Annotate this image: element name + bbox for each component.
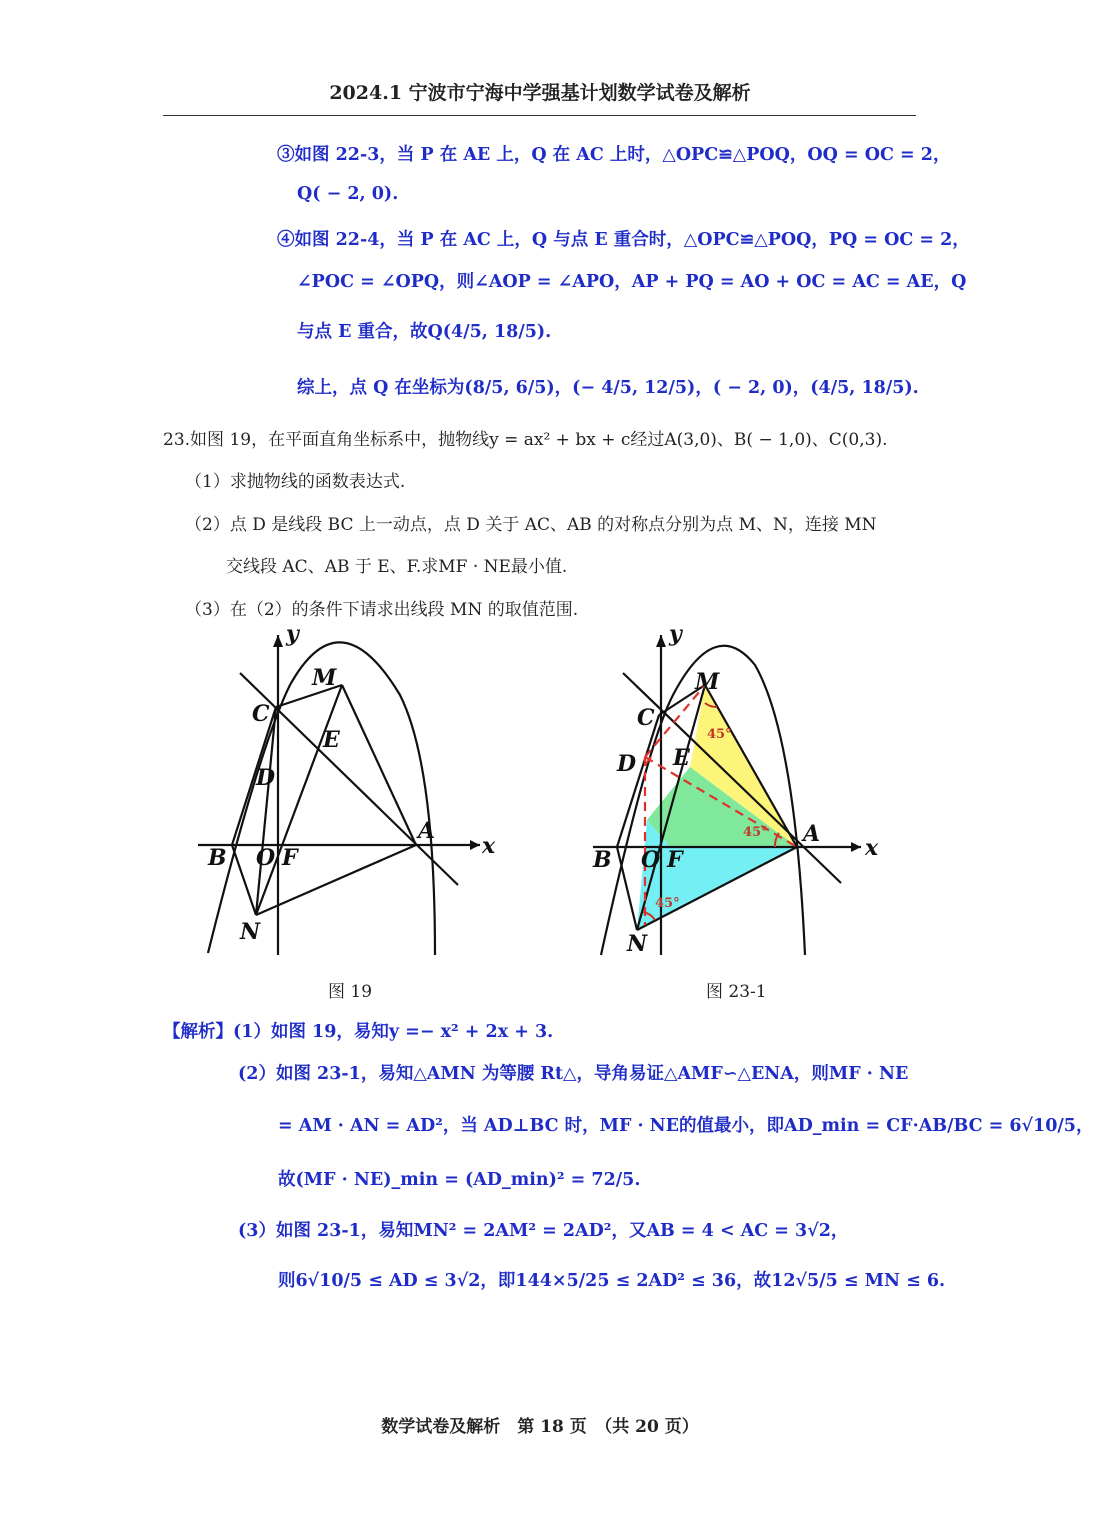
header-rule	[163, 115, 916, 116]
segment-na	[256, 845, 416, 915]
label-x: x	[482, 833, 496, 859]
segment-ma	[342, 685, 416, 845]
label-e: E	[673, 745, 690, 771]
page-header-title: 2024.1 宁波市宁海中学强基计划数学试卷及解析	[329, 82, 751, 104]
analysis-part2-line1: (2）如图 23-1，易知△AMN 为等腰 Rt△，导角易证△AMF∽△ENA，则MF · NE	[238, 1064, 909, 1084]
angle-a-45: 45°	[743, 825, 768, 840]
figure-19	[190, 621, 496, 965]
label-y: y	[669, 621, 682, 647]
segment-bn	[232, 845, 256, 915]
label-f: F	[667, 847, 683, 873]
analysis-part3-line1: (3）如图 23-1，易知MN² = 2AM² = 2AD²，又AB = 4 < AC = 3√2，	[238, 1221, 849, 1241]
problem-23-part2-line1: （2）点 D 是线段 BC 上一动点，点 D 关于 AC、AB 的对称点分别为点 M、N，连接 MN	[185, 515, 877, 535]
label-m: M	[695, 669, 720, 695]
analysis-part2-line2: = AM · AN = AD²，当 AD⊥BC 时，MF · NE的值最小，即AD_min = CF·AB/BC = 6√10/5，	[278, 1116, 1093, 1136]
label-n: N	[240, 919, 261, 945]
figure-19-caption: 图 19	[328, 982, 373, 1002]
case4-line3: 与点 E 重合，故Q(4/5, 18/5).	[297, 322, 552, 342]
problem-23-part1: （1）求抛物线的函数表达式.	[185, 472, 406, 492]
label-f: F	[282, 845, 298, 871]
label-o: O	[641, 847, 661, 873]
figure-23-1	[585, 621, 885, 965]
label-a: A	[803, 821, 821, 847]
page-footer: 数学试卷及解析 第 18 页 （共 20 页）	[381, 1417, 699, 1437]
label-a: A	[418, 818, 436, 844]
label-d: D	[256, 765, 276, 791]
label-c: C	[252, 701, 270, 727]
analysis-part1: 【解析】(1）如图 19，易知y =− x² + 2x + 3.	[163, 1022, 554, 1042]
problem-23-stem: 23.如图 19，在平面直角坐标系中，抛物线y = ax² + bx + c经过A(3,0)、B( − 1,0)、C(0,3).	[163, 430, 888, 450]
problem-23-part3: （3）在（2）的条件下请求出线段 MN 的取值范围.	[185, 600, 579, 620]
label-y: y	[286, 621, 299, 647]
label-b: B	[593, 847, 612, 873]
angle-m-45: 45°	[707, 727, 732, 742]
solution-summary: 综上，点 Q 在坐标为(8/5, 6/5)，(− 4/5, 12/5)，( − 2, 0)，(4/5, 18/5).	[297, 378, 919, 398]
segment-bn	[617, 847, 637, 930]
case3-line1: ③如图 22-3，当 P 在 AE 上，Q 在 AC 上时，△OPC≌△POQ，OQ = OC = 2，	[277, 145, 951, 165]
case3-line2: Q( − 2, 0).	[297, 184, 399, 204]
label-x: x	[865, 835, 879, 861]
label-o: O	[256, 845, 276, 871]
figure-23-1-caption: 图 23-1	[706, 982, 767, 1002]
label-e: E	[323, 727, 340, 753]
label-d: D	[617, 751, 637, 777]
angle-n-45: 45°	[655, 896, 680, 911]
label-c: C	[637, 705, 655, 731]
problem-23-part2-line2: 交线段 AC、AB 于 E、F.求MF · NE最小值.	[226, 557, 568, 577]
label-n: N	[627, 931, 648, 957]
analysis-part3-line2: 则6√10/5 ≤ AD ≤ 3√2，即144×5/25 ≤ 2AD² ≤ 36，故12√5/5 ≤ MN ≤ 6.	[278, 1271, 946, 1291]
label-m: M	[312, 665, 337, 691]
case4-line1: ④如图 22-4，当 P 在 AC 上，Q 与点 E 重合时，△OPC≌△POQ，PQ = OC = 2，	[277, 230, 970, 250]
label-b: B	[208, 845, 227, 871]
case4-line2: ∠POC = ∠OPQ，则∠AOP = ∠APO，AP + PQ = AO + OC = AC = AE，Q	[297, 272, 967, 292]
analysis-part2-line3: 故(MF · NE)_min = (AD_min)² = 72/5.	[278, 1170, 641, 1190]
